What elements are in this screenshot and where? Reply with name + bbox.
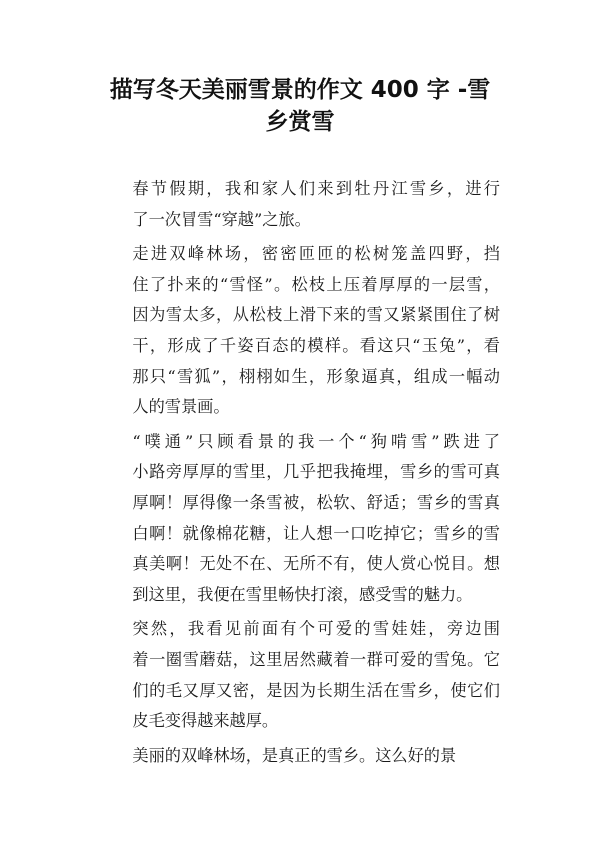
article-body bbox=[100, 174, 500, 775]
paragraph-2 bbox=[100, 239, 500, 423]
text-line: 美丽的双峰林场，是真正的雪乡。这么好的景 bbox=[132, 745, 457, 765]
paragraph-5 bbox=[100, 741, 500, 772]
text-line: “噗通”只顾看景的我一个“狗啃雪”跌进了 bbox=[132, 431, 500, 451]
text-line: 了一次冒雪“穿越”之旅。 bbox=[132, 209, 311, 229]
text-line: 走进双峰林场，密密匝匝的松树笼盖四野，挡 bbox=[132, 244, 500, 264]
text-line: 白啊！就像棉花糖，让人想一口吃掉它；雪乡的雪 bbox=[132, 523, 500, 543]
document-title bbox=[90, 74, 510, 138]
title-line-1: 描写冬天美丽雪景的作文 400 字 -雪 bbox=[109, 77, 491, 103]
text-line: 春节假期，我和家人们来到牡丹江雪乡，进行 bbox=[132, 179, 500, 198]
text-line: 厚啊！厚得像一条雪被，松软、舒适；雪乡的雪真 bbox=[132, 492, 500, 512]
title-line-2: 乡赏雪 bbox=[265, 109, 335, 135]
text-line: 皮毛变得越来越厚。 bbox=[132, 711, 279, 731]
paragraph-4 bbox=[100, 614, 500, 736]
text-line: 住了扑来的“雪怪”。松枝上压着厚厚的一层雪， bbox=[132, 274, 500, 294]
text-line: 们的毛又厚又密，是因为长期生活在雪乡，使它们 bbox=[132, 680, 500, 700]
text-line: 小路旁厚厚的雪里，几乎把我掩埋，雪乡的雪可真 bbox=[132, 462, 500, 482]
paragraph-1 bbox=[100, 174, 500, 235]
text-line: 因为雪太多，从松枝上滑下来的雪又紧紧围住了树 bbox=[132, 305, 500, 325]
text-line: 着一圈雪蘑菇，这里居然藏着一群可爱的雪兔。它 bbox=[132, 649, 500, 669]
text-line: 到这里，我便在雪里畅快打滚，感受雪的魅力。 bbox=[132, 584, 473, 604]
text-line: 真美啊！无处不在、无所不有，使人赏心悦目。想 bbox=[132, 554, 500, 574]
text-line: 那只“雪狐”，栩栩如生，形象逼真，组成一幅动 bbox=[132, 366, 500, 386]
text-line: 人的雪景画。 bbox=[132, 397, 230, 417]
text-line: 干，形成了千姿百态的模样。看这只“玉兔”，看 bbox=[132, 335, 500, 355]
paragraph-3 bbox=[100, 427, 500, 611]
text-line: 突然，我看见前面有个可爱的雪娃娃，旁边围 bbox=[132, 619, 500, 639]
